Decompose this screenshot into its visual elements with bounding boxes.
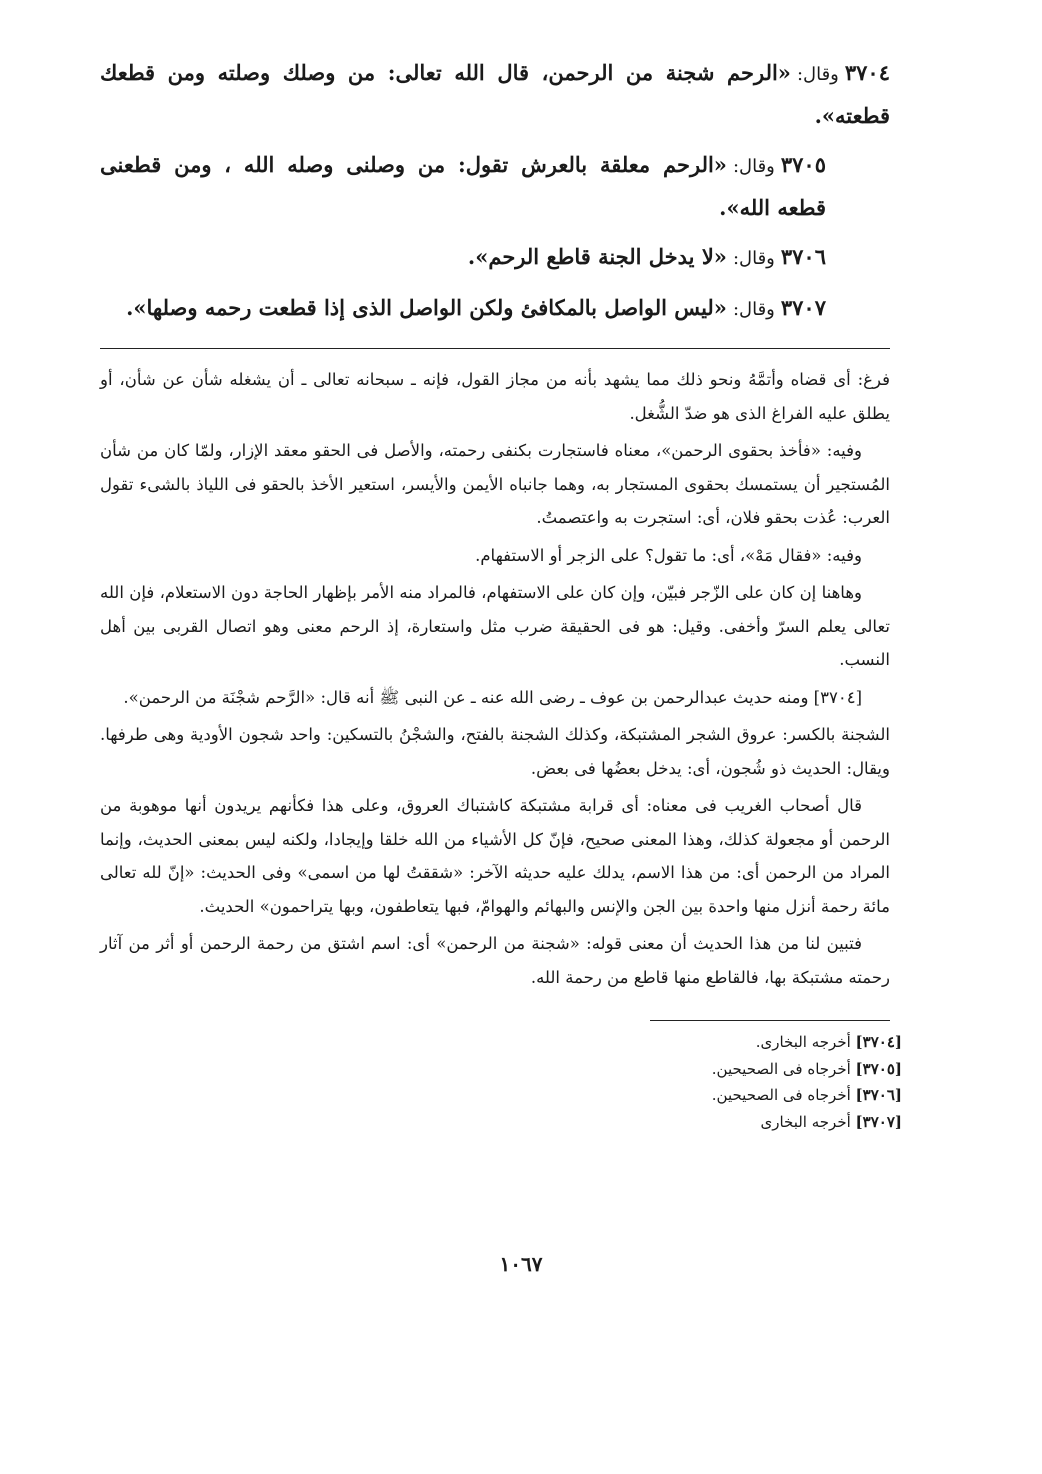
hadith-text: «لا يدخل الجنة قاطع الرحم».: [467, 244, 727, 269]
footnote: [642, 1109, 902, 1136]
hadith-intro: وقال:: [796, 64, 839, 85]
footnotes: [642, 1029, 902, 1135]
hadith-intro: وقال:: [732, 248, 775, 269]
commentary-paragraph: وهاهنا إن كان على الزّجر فبيّن، وإن كان على الاستفهام، فالمراد منه الأمر بإظهار الحاجة دون الاستعلام، فإن الله تعالى يعلم السرّ وأخفى. وقيل: هو فى الحقيقة ضرب مثل واستعارة، إذ الرحم معنى وهو اتصال القربى بين أهل النسب.: [100, 583, 890, 669]
commentary: [100, 363, 890, 994]
footnote: [642, 1082, 902, 1109]
page-number: ١٠٦٧: [499, 1252, 543, 1276]
hadith-3704: [100, 52, 890, 136]
footnote-text: أخرجه البخارى: [760, 1112, 851, 1131]
footnote-text: أخرجه البخارى.: [755, 1033, 851, 1051]
hadith-text: «الرحم شجنة من الرحمن، قال الله تعالى: من وصلك وصلته ومن قطعك قطعته».: [100, 60, 890, 128]
footnote-number: [٣٧٠٧]: [855, 1112, 902, 1131]
section-divider: [100, 348, 890, 349]
footnote: [642, 1056, 902, 1083]
commentary-paragraph: الشجنة بالكسر: عروق الشجر المشتبكة، وكذلك الشجنة بالفتح، والشجْنُ بالتسكين: واحد شجون الأودية وهى طرفها. ويقال: الحديث ذو شُجون، أى: يدخل بعضُها فى بعض.: [100, 725, 890, 778]
commentary-paragraph: فتبين لنا من هذا الحديث أن معنى قوله: «شجنة من الرحمن» أى: اسم اشتق من رحمة الرحمن أو أثر من آثار رحمته مشتبكة بها، فالقاطع منها قاطع من رحمة الله.: [100, 934, 890, 987]
commentary-paragraph: وفيه: «فقال مَهْ»، أى: ما تقول؟ على الزجر أو الاستفهام.: [475, 545, 862, 565]
commentary-paragraph: قال أصحاب الغريب فى معناه: أى قرابة مشتبكة كاشتباك العروق، وعلى هذا فكأنهم يريدون أنها موهوبة من الرحمن أو مجعولة كذلك، وهذا المعنى صحيح، فإنّ كل الأشياء من الله خلقا وإيجادا، ولكنه ليس بمعنى الحديث، وإنما المراد من الرحمن أى: من هذا الاسم، يدلك عليه حديثه الآخر: «شققتُ لها من اسمى» وفى الحديث: «إنّ لله تعالى مائة رحمة أنزل منها واحدة بين الجن والإنس والبهائم والهوامّ، فبها يتعاطفون، وبها يتراحمون» الحديث.: [100, 796, 890, 916]
commentary-paragraph: فرغ: أى قضاه وأتمَّهُ ونحو ذلك مما يشهد بأنه من مجاز القول، فإنه ـ سبحانه تعالى ـ أن يشغله شأن عن شأن، أو يطلق عليه الفراغ الذى هو ضدّ الشُّغل.: [100, 370, 890, 423]
hadith-intro: وقال:: [732, 156, 775, 177]
commentary-paragraph: وفيه: «فأخذ بحقوى الرحمن»، معناه فاستجارت بكنفى رحمته، والأصل فى الحقو معقد الإزار، ولمّا كان من شأن المُستجير أن يستمسك بحقوى المستجار به، وهما جانباه الأيمن والأيسر، استعير الأخذ بالحقو فى اللياذ بالشىء تقول العرب: عُذت بحقو فلان، أى: استجرت به واعتصمتُ.: [100, 441, 890, 527]
footnote-divider: [650, 1020, 890, 1021]
footnote-number: [٣٧٠٦]: [855, 1086, 902, 1104]
hadith-number: ٣٧٠٦: [780, 244, 826, 269]
hadith-text: «الرحم معلقة بالعرش تقول: من وصلنى وصله الله ، ومن قطعنى قطعه الله».: [100, 152, 826, 220]
hadith-number: ٣٧٠٧: [780, 295, 826, 320]
footnote-number: [٣٧٠٤]: [855, 1033, 902, 1051]
footnote-text: أخرجاه فى الصحيحين.: [711, 1059, 851, 1078]
hadith-text: «ليس الواصل بالمكافئ ولكن الواصل الذى إذا قطعت رحمه وصلها».: [126, 295, 727, 320]
footnote-text: أخرجاه فى الصحيحين.: [711, 1086, 851, 1104]
hadith-3706: [100, 236, 890, 279]
footnote-number: [٣٧٠٥]: [855, 1059, 902, 1078]
footnote: [642, 1029, 902, 1056]
hadith-intro: وقال:: [732, 299, 775, 320]
hadith-number: ٣٧٠٥: [780, 152, 826, 177]
hadith-number: ٣٧٠٤: [844, 60, 890, 85]
page-content: [100, 52, 902, 1135]
hadith-3707: [100, 287, 890, 330]
hadith-3705: [100, 144, 890, 228]
commentary-paragraph: [٣٧٠٤] ومنه حديث عبدالرحمن بن عوف ـ رضى الله عنه ـ عن النبى ﷺ أنه قال: «الرَّحم شجْنَة من الرحمن».: [123, 687, 862, 707]
